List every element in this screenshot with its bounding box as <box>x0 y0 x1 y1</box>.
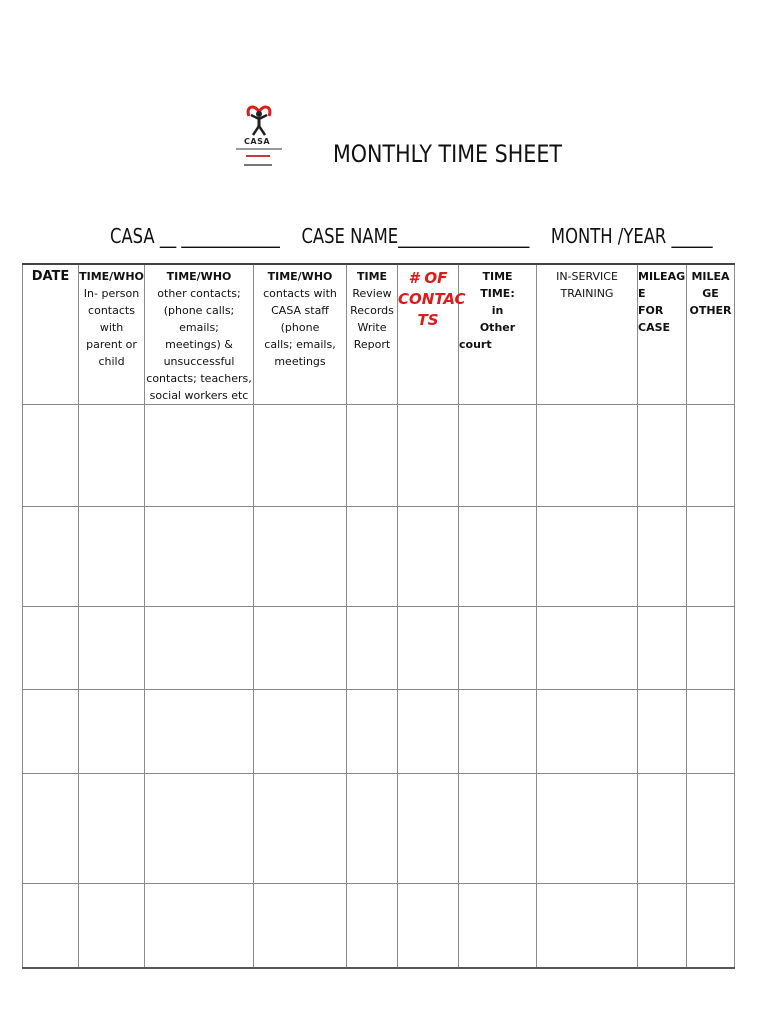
table-cell[interactable] <box>537 607 638 690</box>
column-header-6 <box>398 264 466 405</box>
form-fields-line <box>110 224 729 248</box>
column-header-line: MILEA <box>691 270 730 283</box>
column-header-line: IN-SERVICE <box>556 270 618 283</box>
column-header-line: TIME <box>482 270 513 283</box>
casa-field[interactable]: CASA __ ____________ <box>110 224 280 248</box>
table-cell[interactable] <box>638 405 687 507</box>
table-cell[interactable] <box>254 884 347 969</box>
column-header-line: TIME/WHO <box>79 270 144 283</box>
column-header-line: child <box>98 355 125 368</box>
table-cell[interactable] <box>459 884 537 969</box>
column-header-line: MILEAG <box>638 270 686 283</box>
column-header-line: CASA staff (phone <box>271 304 329 334</box>
table-cell[interactable] <box>687 507 735 607</box>
table-cell[interactable] <box>145 690 254 774</box>
table-cell[interactable] <box>254 774 347 884</box>
column-header-line: TIME/WHO <box>166 270 232 283</box>
casa-heart-figure-logo-icon <box>236 104 282 138</box>
table-cell[interactable] <box>23 884 79 969</box>
column-header-7 <box>459 264 537 405</box>
table-cell[interactable] <box>638 690 687 774</box>
column-header-line: In- person <box>83 287 140 300</box>
table-cell[interactable] <box>79 607 145 690</box>
table-row <box>23 607 735 690</box>
column-header-9 <box>638 264 687 405</box>
table-cell[interactable] <box>459 507 537 607</box>
column-header-line: contacts with <box>88 304 135 334</box>
logo-tagline-accent <box>246 155 270 157</box>
column-header-line: (phone calls; emails; <box>163 304 235 334</box>
table-cell[interactable] <box>254 607 347 690</box>
column-header-line: Report <box>353 338 391 351</box>
column-header-line: meetings) & <box>165 338 233 351</box>
column-header-line: FOR <box>638 304 664 317</box>
column-header-3 <box>145 264 254 405</box>
table-cell[interactable] <box>347 690 398 774</box>
table-cell[interactable] <box>23 690 79 774</box>
month-year-field[interactable]: MONTH /YEAR _____ <box>550 224 713 248</box>
column-header-line: unsuccessful <box>163 355 235 368</box>
table-row <box>23 405 735 507</box>
table-cell[interactable] <box>687 774 735 884</box>
column-header-line: social workers etc <box>149 389 249 402</box>
column-header-line: in <box>491 304 504 317</box>
table-cell[interactable] <box>23 607 79 690</box>
table-cell[interactable] <box>23 774 79 884</box>
table-cell[interactable] <box>398 607 459 690</box>
column-header-4 <box>254 264 347 405</box>
column-header-line: other contacts; <box>157 287 241 300</box>
table-cell[interactable] <box>145 507 254 607</box>
column-header-line: TRAINING <box>560 287 614 300</box>
table-cell[interactable] <box>687 884 735 969</box>
table-cell[interactable] <box>145 405 254 507</box>
column-header-1 <box>23 264 79 405</box>
table-cell[interactable] <box>79 690 145 774</box>
table-cell[interactable] <box>347 884 398 969</box>
logo-tagline <box>236 148 282 150</box>
column-header-5 <box>347 264 398 405</box>
table-row <box>23 774 735 884</box>
column-header-line: TIME/WHO <box>267 270 333 283</box>
column-header-line: TIME <box>356 270 388 283</box>
column-header-8 <box>537 264 638 405</box>
table-cell[interactable] <box>347 507 398 607</box>
table-body <box>23 405 735 969</box>
table-cell[interactable] <box>459 690 537 774</box>
column-header-line: parent or <box>86 338 137 351</box>
table-row <box>23 690 735 774</box>
table-cell[interactable] <box>145 607 254 690</box>
table-row <box>23 507 735 607</box>
time-sheet-table <box>22 263 735 969</box>
column-header-line: DATE <box>31 269 70 284</box>
column-header-line: contacts with <box>263 287 337 300</box>
column-header-line: # OF <box>408 269 448 287</box>
table-cell[interactable] <box>537 405 638 507</box>
case-name-field[interactable]: CASE NAME________________ <box>301 224 530 248</box>
table-cell[interactable] <box>79 774 145 884</box>
column-header-line: CONTAC <box>398 290 466 308</box>
column-header-line: court <box>459 338 492 351</box>
table-cell[interactable] <box>79 884 145 969</box>
column-header-line: Write <box>357 321 387 334</box>
table-cell[interactable] <box>687 607 735 690</box>
column-header-line: calls; emails, <box>264 338 336 351</box>
table-cell[interactable] <box>459 607 537 690</box>
table-row <box>23 884 735 969</box>
table-cell[interactable] <box>638 607 687 690</box>
table-cell[interactable] <box>537 884 638 969</box>
table-cell[interactable] <box>79 507 145 607</box>
column-header-line: E <box>638 287 646 300</box>
column-header-line: CASE <box>638 321 671 334</box>
page-title: MONTHLY TIME SHEET <box>333 140 562 168</box>
table-cell[interactable] <box>398 690 459 774</box>
table-cell[interactable] <box>687 405 735 507</box>
table-cell[interactable] <box>254 405 347 507</box>
table-cell[interactable] <box>347 774 398 884</box>
table-cell[interactable] <box>459 774 537 884</box>
logo-text: CASA <box>244 137 271 146</box>
table-cell[interactable] <box>398 507 459 607</box>
table-cell[interactable] <box>537 507 638 607</box>
column-header-line: Review <box>352 287 392 300</box>
table-cell[interactable] <box>537 690 638 774</box>
column-header-line: TS <box>417 311 439 329</box>
table-cell[interactable] <box>347 607 398 690</box>
table-cell[interactable] <box>79 405 145 507</box>
table-cell[interactable] <box>398 405 459 507</box>
table-cell[interactable] <box>459 405 537 507</box>
table-cell[interactable] <box>23 405 79 507</box>
table-cell[interactable] <box>254 690 347 774</box>
column-header-line: OTHER <box>689 304 732 317</box>
column-header-line: GE <box>702 287 719 300</box>
logo-tagline-small <box>244 164 272 166</box>
table-cell[interactable] <box>638 774 687 884</box>
column-header-2 <box>79 264 145 405</box>
table-cell[interactable] <box>145 774 254 884</box>
table-cell[interactable] <box>638 884 687 969</box>
table-cell[interactable] <box>254 507 347 607</box>
table-cell[interactable] <box>145 884 254 969</box>
table-cell[interactable] <box>347 405 398 507</box>
table-cell[interactable] <box>398 884 459 969</box>
column-header-line: meetings <box>274 355 326 368</box>
table-cell[interactable] <box>638 507 687 607</box>
table-cell[interactable] <box>23 507 79 607</box>
column-header-line: TIME: <box>480 287 515 300</box>
column-header-line: contacts; teachers, <box>146 372 252 385</box>
column-header-line: Other <box>479 321 516 334</box>
table-header-row <box>23 264 735 405</box>
casa-logo <box>236 104 282 172</box>
column-header-10 <box>687 264 735 405</box>
table-cell[interactable] <box>398 774 459 884</box>
table-cell[interactable] <box>537 774 638 884</box>
column-header-line: Records <box>350 304 394 317</box>
table-cell[interactable] <box>687 690 735 774</box>
